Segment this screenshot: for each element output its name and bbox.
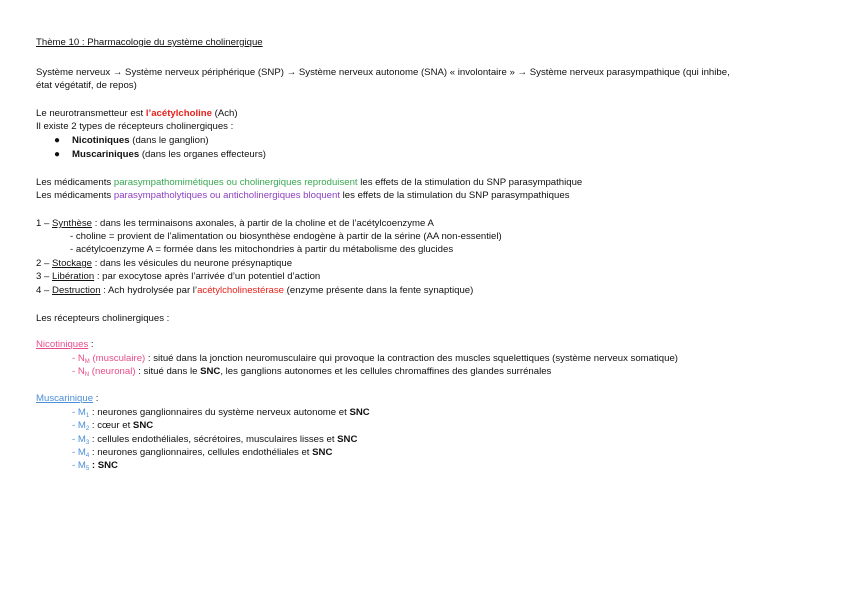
receptor-desc-bold: SNC: [97, 460, 118, 471]
receptor-code: [72, 434, 89, 445]
receptor-code: [72, 420, 89, 431]
drug-prefix: Les médicaments: [36, 177, 114, 188]
receptor-subscript: N: [84, 372, 90, 378]
receptor-code: [72, 447, 89, 458]
receptor-dash: - M: [72, 420, 86, 431]
receptor-desc-bold: SNC: [349, 407, 370, 418]
page-title: Thème 10 : Pharmacologie du système cholinergique: [36, 37, 263, 48]
receptor-dash: - M: [72, 434, 86, 445]
nicotinic-heading: Nicotiniques: [36, 339, 89, 350]
receptor-qualifier: (musculaire): [89, 353, 146, 364]
receptor-type-desc: (dans les organes effecteurs): [139, 149, 266, 160]
receptor-subscript: 2: [85, 426, 90, 432]
step-storage: [36, 257, 292, 270]
receptor-dash: - M: [72, 407, 86, 418]
step-release: [36, 270, 320, 283]
receptor-type-name: Nicotiniques: [72, 135, 130, 146]
receptor-desc: : situé dans la jonction neuromusculaire qui provoque la contraction des muscles squelettiques (système nerveux somatique): [145, 353, 678, 364]
step-destruction: [36, 284, 473, 297]
receptor-desc: , les ganglions autonomes et les cellules chromaffines des glandes surrénales: [220, 366, 552, 377]
muscarinic-heading: Muscarinique: [36, 393, 94, 404]
receptor-subscript: 3: [85, 440, 90, 446]
list-item: [72, 406, 370, 419]
step-text: : dans les terminaisons axonales, à partir de la choline et de l’acétylcoenzyme A: [92, 218, 434, 229]
neurotransmitter-suffix: (Ach): [211, 108, 238, 119]
receptor-code: [72, 407, 89, 418]
receptor-subscript: 1: [85, 413, 90, 419]
list-item: [72, 419, 153, 432]
drug-class: parasympathomimétiques ou cholinergiques reproduisent: [113, 177, 358, 188]
nervous-system-path-line2: état végétatif, de repos): [36, 80, 137, 91]
step-label: Stockage: [52, 258, 93, 269]
receptor-desc-bold: SNC: [337, 434, 358, 445]
receptor-dash: - M: [72, 460, 86, 471]
bullet-icon: ●: [54, 135, 61, 146]
receptor-desc: : neurones ganglionnaires du système nerveux autonome et: [89, 407, 350, 418]
step-label: Destruction: [52, 285, 101, 296]
nicotinic-heading-line: [36, 338, 94, 351]
list-item: [72, 459, 118, 472]
nicotinic-nm: [72, 352, 678, 365]
heading-colon: :: [88, 339, 94, 350]
receptor-desc: : cœur et: [89, 420, 133, 431]
receptor-subscript: 4: [85, 453, 90, 459]
receptor-desc-bold: SNC: [200, 366, 221, 377]
receptor-code: [72, 366, 136, 377]
list-item: [72, 446, 332, 459]
step-number: 1 –: [36, 218, 53, 229]
drug-suffix: les effets de la stimulation du SNP parasympathiques: [340, 190, 570, 201]
receptor-desc: :: [89, 460, 98, 471]
step-label: Libération: [52, 271, 95, 282]
receptor-code: [72, 353, 145, 364]
receptor-types-intro: Il existe 2 types de récepteurs cholinergiques :: [36, 121, 234, 132]
step-number: 3 –: [36, 271, 53, 282]
nicotinic-nn: [72, 365, 551, 378]
drug-line-lytic: [36, 189, 570, 202]
nervous-system-path-line1: Système nerveux → Système nerveux périphérique (SNP) → Système nerveux autonome (SNA) « involontaire » → Système nerveux parasympathique (qui inhibe,: [36, 67, 730, 78]
step-text: : par exocytose après l’arrivée d’un potentiel d’action: [94, 271, 321, 282]
receptor-subscript: M: [84, 359, 90, 365]
heading-colon: :: [93, 393, 99, 404]
receptor-type-desc: (dans le ganglion): [129, 135, 209, 146]
receptor-qualifier: (neuronal): [89, 366, 136, 377]
receptor-desc: : neurones ganglionnaires, cellules endothéliales et: [89, 447, 313, 458]
step-text: : dans les vésicules du neurone présynaptique: [92, 258, 293, 269]
step-synthesis-sub1: - choline = provient de l’alimentation ou biosynthèse endogène à partir de la sérine (AA non-essentiel): [70, 231, 502, 242]
list-item: [72, 433, 357, 446]
step-synthesis: [36, 217, 434, 230]
receptor-dash: - M: [72, 447, 86, 458]
receptor-code: [72, 460, 89, 471]
step-text: (enzyme présente dans la fente synaptique): [284, 285, 474, 296]
receptor-dash: - N: [72, 366, 85, 377]
drug-prefix: Les médicaments: [36, 190, 114, 201]
step-number: 4 –: [36, 285, 53, 296]
drug-class: parasympatholytiques ou anticholinergiques bloquent: [113, 190, 340, 201]
drug-line-mimetic: [36, 176, 582, 189]
muscarinic-heading-line: [36, 392, 98, 405]
receptor-desc-bold: SNC: [132, 420, 154, 431]
receptor-dash: - N: [72, 353, 85, 364]
step-text: : Ach hydrolysée par l’: [100, 285, 198, 296]
step-synthesis-sub2: - acétylcoenzyme A = formée dans les mitochondries à partir du métabolisme des glucides: [70, 244, 454, 255]
enzyme-name: acétylcholinestérase: [197, 285, 285, 296]
receptor-desc-bold: SNC: [312, 447, 333, 458]
neurotransmitter-line: [36, 107, 238, 120]
neurotransmitter-prefix: Le neurotransmetteur est: [36, 108, 146, 119]
step-label: Synthèse: [52, 218, 93, 229]
receptor-desc: : cellules endothéliales, sécrétoires, musculaires lisses et: [89, 434, 338, 445]
bullet-icon: ●: [54, 149, 61, 160]
drug-suffix: les effets de la stimulation du SNP parasympathique: [357, 177, 583, 188]
step-number: 2 –: [36, 258, 53, 269]
receptor-subscript: 5: [85, 466, 90, 472]
receptor-type-name: Muscariniques: [72, 149, 140, 160]
receptors-heading: Les récepteurs cholinergiques :: [36, 313, 170, 324]
neurotransmitter-name: l’acétylcholine: [145, 108, 212, 119]
receptor-desc: : situé dans le: [135, 366, 201, 377]
